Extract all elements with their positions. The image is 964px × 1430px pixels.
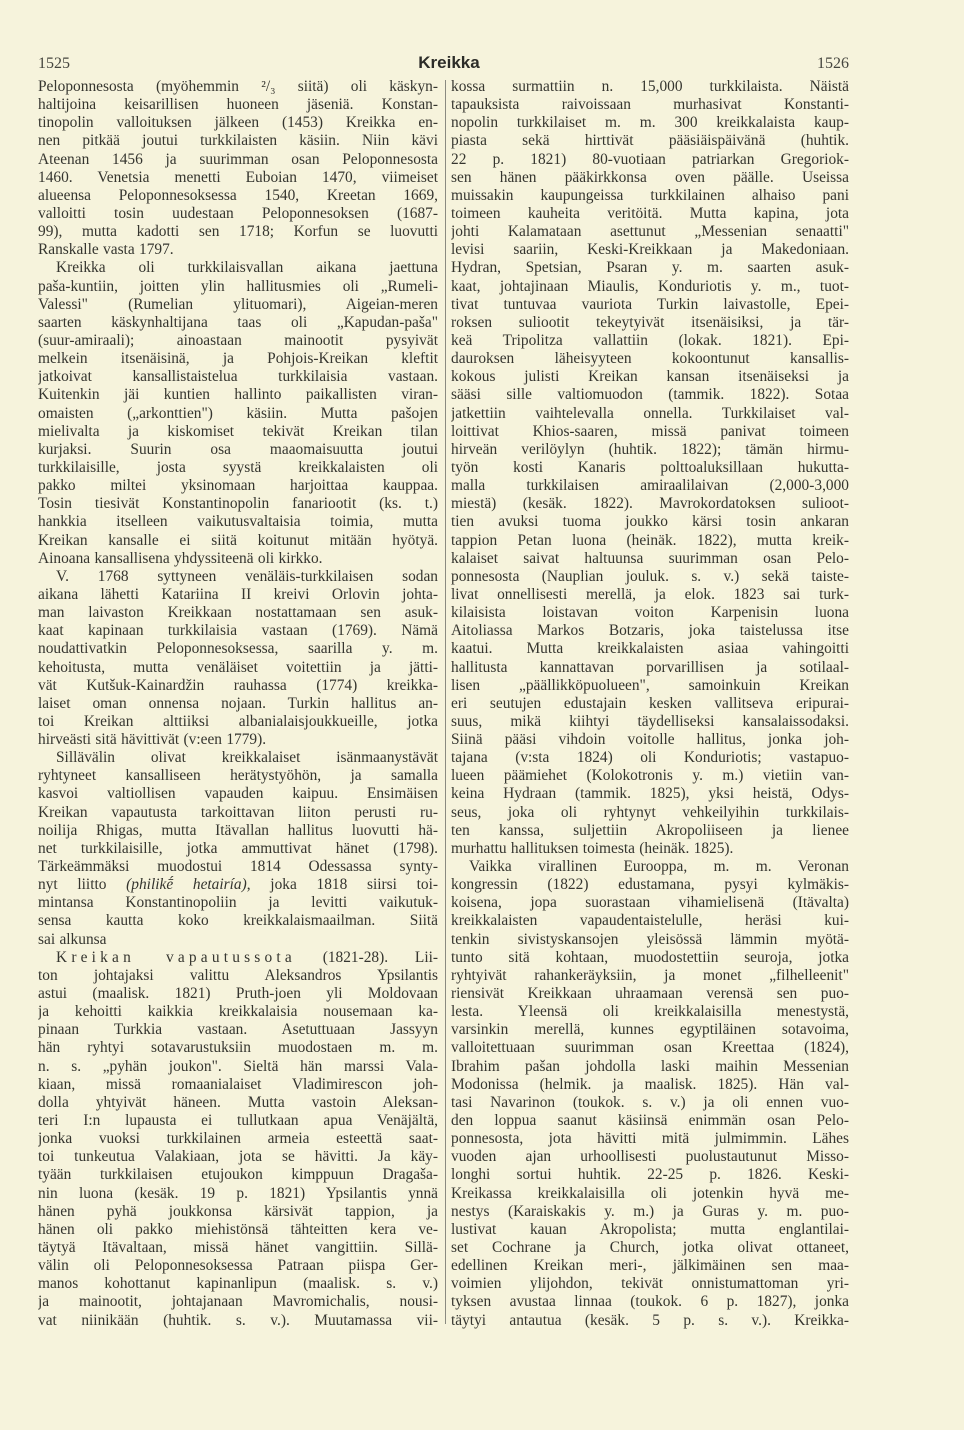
line-text: mintansa Konstantinopoliin ja levitti vaikutuk-: [38, 894, 438, 912]
line-text: miestä) (kesäk. 1822). Mavrokordatoksen sulioot-: [451, 495, 849, 513]
line-text: Tosin tiesivät Konstantinopolin fanariootit (ks. t.): [38, 495, 438, 513]
line-text: Peloponnesosta (myöhemmin ²/₃ siitä) oli käskyn-: [38, 78, 438, 95]
text-line: [38, 532, 438, 550]
text-line: [38, 622, 438, 640]
line-text: riensivät Kreikkaan uhraamaan verensä sen puo-: [451, 985, 849, 1003]
line-text: kokous julisti Kreikan kansan itsenäiseksi ja: [451, 368, 849, 386]
running-title: Kreikka: [418, 53, 480, 72]
line-text: murhattu hallituksen toimesta (heinäk. 1825).: [451, 839, 734, 857]
text-line: [451, 659, 849, 677]
line-text: välin oli Peloponnesoksessa Patraan piispa Ger-: [38, 1257, 438, 1275]
text-line: [451, 459, 849, 477]
line-text: edellinen Kreikan meri-, jälkimäinen sen maa-: [451, 1257, 849, 1275]
line-text: dolla yhtyivät häneen. Mutta vastoin Aleksan-: [38, 1093, 438, 1111]
text-line: [38, 731, 438, 749]
text-line: [451, 1203, 849, 1221]
line-text: kiaan, missä romaanialaiset Vladimirescon joh-: [38, 1075, 438, 1093]
text-line: [38, 78, 438, 96]
line-text: kongressin (1822) edustamana, pysyi kylmäkis-: [451, 876, 849, 894]
line-text: kaat, johtajinaan Miaulis, Konduriotis y. m., tuot-: [451, 277, 849, 295]
line-text: tinopolin valloituksen jälkeen (1453) Kreikka en-: [38, 114, 438, 132]
text-line: [451, 1221, 849, 1239]
line-text: teri I:n lupausta ei tullutkaan apua Venäjältä,: [38, 1112, 438, 1130]
text-line: [38, 1130, 438, 1148]
paragraph: [38, 78, 438, 259]
text-line: [38, 350, 438, 368]
text-line: [38, 205, 438, 223]
line-text: V. 1768 syttyneen venäläis-turkkilaisen sodan: [56, 567, 438, 585]
line-text: kalaiset saivat haltuunsa suurimman osan Pelo-: [451, 549, 849, 567]
line-text: haltijoina keisarillisen huoneen jäseniä. Konstan-: [38, 96, 438, 114]
line-text: tivat tuntuvaa vauriota Turkin laivastolle, Epei-: [451, 295, 849, 313]
text-line: [38, 876, 438, 894]
text-line: [451, 96, 849, 114]
line-text: Ibrahim pašan johdolla laski maihin Messenian: [451, 1057, 849, 1075]
text-line: [38, 405, 438, 423]
line-text: Ainoana kansallisena yhdyssiteenä oli kirkko.: [38, 549, 323, 567]
text-line: [451, 1130, 849, 1148]
text-line: [38, 223, 438, 241]
text-line: [451, 187, 849, 205]
text-line: [38, 241, 438, 259]
line-text: lueen päämiehet (Kolokotronis y. m.) vietiin van-: [451, 767, 849, 785]
text-line: [451, 1039, 849, 1057]
line-text: Sillävälin olivat kreikkalaiset isänmaanystävät: [56, 749, 438, 767]
line-text: Ateenan 1456 ja suurimman osan Peloponnesosta: [38, 150, 438, 168]
line-text: ponnesosta, jota hävitti mitä julmimmin. Lähes: [451, 1130, 849, 1148]
line-text: 22 p. 1821) 80-vuotiaan patriarkan Gregoriok-: [451, 150, 849, 168]
italic-term: (philikḗ hetairía): [126, 876, 247, 894]
line-text: sai alkunsa: [38, 930, 107, 948]
text-line: [451, 967, 849, 985]
line-text: toi tunkeutua Valakiaan, jota se hävitti. Ja käy-: [38, 1148, 438, 1166]
text-line: [38, 1185, 438, 1203]
text-line: [38, 1076, 438, 1094]
text-line: [38, 822, 438, 840]
line-text: seus, joka oli ryhtynyt vehkeilyihin turkkilais-: [451, 803, 849, 821]
line-text: longhi sortui huhtik. 22-25 p. 1826. Keski-: [451, 1166, 849, 1184]
text-line: [451, 858, 849, 876]
line-text: tien avuksi tuoma joukko kärsi tosin ankaran: [451, 513, 849, 531]
line-text: täytyä Itävaltaan, missä hänet vangittiin. Sillä-: [38, 1239, 438, 1256]
line-text: noudattivatkin Peloponnesoksessa, saarilla y. m.: [38, 640, 438, 658]
line-text: jonka vuoksi turkkilainen armeia esteettä saat-: [38, 1130, 438, 1148]
text-line: [451, 495, 849, 513]
text-line: [451, 405, 849, 423]
line-text: voimien ylijohdon, tekivät onnistumattoman yri-: [451, 1275, 849, 1293]
line-text: valloitti tosin uudestaan Peloponnesoksen (1687-: [38, 204, 438, 222]
line-text: hankkia itselleen vaikutusvaltaisia toimia, mutta: [38, 513, 438, 531]
text-line: [451, 205, 849, 223]
text-line: [38, 1039, 438, 1057]
text-line: [451, 1312, 849, 1330]
line-text: aikana lähetti Katariina II kreivi Orlovin johta-: [38, 585, 438, 603]
text-line: [451, 132, 849, 150]
text-line: [451, 931, 849, 949]
line-text: hän ryhtyi sotavarustuksiin muodostaen m. m.: [38, 1039, 438, 1057]
line-text: vät Kutšuk-Kainardžin rauhassa (1774) kreikka-: [38, 676, 438, 694]
text-line: [38, 858, 438, 876]
text-line: [38, 1021, 438, 1039]
text-line: [451, 278, 849, 296]
text-line: [38, 640, 438, 658]
line-text: kasvoi valtiollisen vapauden kaipuu. Ensimäisen: [38, 785, 438, 803]
text-line: [38, 1003, 438, 1021]
line-text: laiset oman onnensa nojaan. Turkin hallitus an-: [38, 694, 438, 712]
text-line: [451, 876, 849, 894]
text-line: [38, 1221, 438, 1239]
line-text: nen pitkää joutui turkkilaisten käsiin. Niin kävi: [38, 132, 438, 150]
line-text: kaat kapinaan turkkilaisia vastaan (1769). Nämä: [38, 622, 438, 640]
text-line: [451, 1293, 849, 1311]
line-text: man laivaston Kreikkaan nostattamaan sen asuk-: [38, 604, 438, 622]
line-text: vuoden ajan urhoollisesti puolustautunut Misso-: [451, 1148, 849, 1166]
text-line: [38, 840, 438, 858]
line-text: hallitusta kannattavan porvarillisen ja sotilaal-: [451, 658, 849, 676]
line-text: hänen pyhä joukkonsa kärsivät tappion, ja: [38, 1202, 438, 1220]
text-line: [451, 1094, 849, 1112]
line-text: varsinkin merellä, kunnes egyptiläinen sotavoima,: [451, 1021, 849, 1039]
line-text: keina Hydraan (tammik. 1825), yksi heistä, Odys-: [451, 785, 849, 803]
text-line: [38, 695, 438, 713]
line-text: toi Kreikan alttiiksi albanialaisjoukkueille, jotka: [38, 712, 438, 730]
text-line: [451, 350, 849, 368]
paragraph: [38, 949, 438, 1330]
text-line: [38, 169, 438, 187]
text-line: [451, 1166, 849, 1184]
text-line: [38, 441, 438, 459]
line-text: ryhtyivät rahankeräyksiin, ja monet „filhelleenit": [451, 966, 849, 984]
text-line: [38, 967, 438, 985]
text-line: [38, 1166, 438, 1184]
text-line: [451, 894, 849, 912]
line-text: paša-kuntiin, joitten ylin hallitusmies oli „Rumeli-: [38, 277, 438, 295]
line-text: jatkettiin vaihtelevalla onnella. Turkkilaiset val-: [451, 404, 849, 422]
text-line: [451, 169, 849, 187]
line-text: pinaan Turkkia vastaan. Asetuttuaan Jassyyn: [38, 1021, 438, 1039]
line-text: omaisten („arkonttien") käsiin. Mutta pašojen: [38, 404, 438, 422]
text-line: [451, 767, 849, 785]
text-line: [38, 278, 438, 296]
line-text: koisena, jopa suorastaan vihamielisenä (Itävalta): [451, 894, 849, 912]
text-line: [451, 386, 849, 404]
line-text: net turkkilaisille, jotka ammuttivat hänet (1798).: [38, 839, 438, 857]
line-text: lesta. Yleensä oli kreikkalaisilla menestystä,: [451, 1003, 849, 1021]
line-text: ryhtyneet kansalliseen herätystyöhön, ja samalla: [38, 767, 438, 785]
text-line: [38, 749, 438, 767]
line-text: valloitettuaan suurimman osan Kreettaa (1824),: [451, 1039, 849, 1057]
line-text: nestys (Karaiskakis y. m.) ja Guras y. m. puo-: [451, 1202, 849, 1220]
text-line: [451, 912, 849, 930]
line-text: Vaikka virallinen Eurooppa, m. m. Veronan: [469, 858, 849, 876]
text-line: [38, 1058, 438, 1076]
text-line: [451, 550, 849, 568]
text-line: [38, 550, 438, 568]
text-line: [38, 586, 438, 604]
line-text: levisi saariin, Keski-Kreikkaan ja Makedoniaan.: [451, 241, 849, 259]
page-number-right: 1526: [817, 55, 849, 72]
line-text: ja kehoitti kaikkia kreikkalaisia nousemaan ka-: [38, 1003, 438, 1021]
text-line: [451, 332, 849, 350]
text-line: [451, 1185, 849, 1203]
text-line: [451, 640, 849, 658]
text-line: [451, 1112, 849, 1130]
text-line: [451, 949, 849, 967]
text-line: [38, 114, 438, 132]
text-line: [38, 894, 438, 912]
text-line: [38, 659, 438, 677]
line-text: sääsi sille valtiomuodon (tammik. 1822). Sotaa: [451, 386, 849, 404]
column-divider: [445, 80, 446, 1324]
text-line: [451, 785, 849, 803]
text-line: [38, 151, 438, 169]
line-text: Kuitenkin jäi kuntien hallinto paikallisten viran-: [38, 386, 438, 404]
line-text: 99), mutta kadotti sen 1718; Korfun se luovutti: [38, 223, 438, 241]
line-text: livat onnellisesti merellä, ja elok. 1823 sai turk-: [451, 585, 849, 603]
line-text: (suur-amiraali); ainoastaan mainootit pysyivät: [38, 331, 438, 349]
line-text: tenkin sivistyskansojen yleisössä lämmin myötä-: [451, 930, 849, 948]
line-text: melkein itsenäisinä, ja Pohjois-Kreikan kleftit: [38, 350, 438, 368]
text-line: [38, 1257, 438, 1275]
text-line: [38, 804, 438, 822]
text-line: [451, 441, 849, 459]
text-line: [38, 513, 438, 531]
text-line: [451, 314, 849, 332]
text-line: [451, 532, 849, 550]
section-heading: Kreikan vapautussota: [56, 948, 296, 966]
line-text: Kreikassa kreikkalaisilla oli jotenkin hyvä me-: [451, 1184, 849, 1202]
line-text: den loppua saanut käsiinsä enimmän osan Pelo-: [451, 1112, 849, 1130]
text-line: [451, 822, 849, 840]
line-text: pakko miltei yksinomaan harjoittaa kauppaa.: [38, 477, 438, 495]
paragraph: [38, 259, 438, 567]
text-line: [451, 223, 849, 241]
line-text: ponnesosta (Nauplian jouluk. s. v.) sekä taiste-: [451, 567, 849, 585]
text-line: [451, 695, 849, 713]
line-text: lustivat kauan Akropolista; mutta englantilai-: [451, 1220, 849, 1238]
line-text: muissakin kaupungeissa turkkilainen alhaiso pani: [451, 186, 849, 204]
text-line: [38, 132, 438, 150]
text-line: [38, 314, 438, 332]
text-line: [451, 677, 849, 695]
line-text: kehoitusta, mutta venäläiset voitettiin ja jätti-: [38, 658, 438, 676]
text-line: [451, 840, 849, 858]
line-text: sensa kautta koko kreikkalaismaailman. Siitä: [38, 912, 438, 930]
text-line: [451, 1003, 849, 1021]
text-line: [38, 912, 438, 930]
text-line: [38, 368, 438, 386]
line-text: kurjaksi. Suurin osa maaomaisuutta joutui: [38, 440, 438, 458]
line-text: eri seutujen edustajain kesken vallitseva eripurai-: [451, 694, 849, 712]
line-text: Siinä pääsi vihdoin voitolle hallitus, jonka joh-: [451, 731, 849, 749]
line-text: dauroksen läheisyyteen kokoontunut kansallis-: [451, 350, 849, 368]
line-text: ton johtajaksi valittu Aleksandros Ypsilantis: [38, 966, 438, 984]
line-text: turkkilaisille, josta syystä kreikkalaisten oli: [38, 458, 438, 476]
text-line: [451, 1148, 849, 1166]
text-line: [38, 1312, 438, 1330]
line-text: tyksen avustaa linnaa (toukok. 6 p. 1827), jonka: [451, 1293, 849, 1311]
line-text: kossa surmattiin n. 15,000 turkkilaista. Näistä: [451, 78, 849, 95]
line-text: piasta sekä hirttivät pääsiäispäivänä (huhtik.: [451, 132, 849, 150]
text-line: [38, 423, 438, 441]
line-text: manos kohottanut kapinanlipun (maalisk. s. v.): [38, 1275, 438, 1293]
line-text: vat niinikään (huhtik. s. v.). Muutamassa vii-: [38, 1311, 438, 1329]
paragraph: [451, 78, 849, 858]
line-text: (1821-28). Lii-: [295, 948, 438, 966]
line-text: alueensa Peloponnesoksessa 1540, Kreetan 1669,: [38, 186, 438, 204]
line-text: nopolin turkkilaiset m. m. 300 kreikkalaista kaup-: [451, 114, 849, 132]
text-line: [38, 1148, 438, 1166]
text-line: [451, 423, 849, 441]
text-line: [38, 713, 438, 731]
line-text: hänen oli pakko miehistönsä tähteitten kera ve-: [38, 1220, 438, 1238]
text-line: [38, 495, 438, 513]
line-text: täytyi antautua (kesäk. 5 p. s. v.). Kreikka-: [451, 1311, 849, 1329]
text-line: [451, 586, 849, 604]
line-text: malla turkkilaisen amiraalilaivan (2,000-3,000: [451, 477, 849, 495]
line-text: set Cochrane ja Church, jotka olivat ottaneet,: [451, 1239, 849, 1256]
line-text: sen hänen pääkirkkonsa oven päälle. Useissa: [451, 168, 849, 186]
text-line: [451, 259, 849, 277]
text-line: [451, 1076, 849, 1094]
text-line: [38, 1293, 438, 1311]
paragraph: [38, 749, 438, 949]
text-line: [451, 1239, 849, 1257]
line-text: työn kosti Kanaris polttoaluksillaan hukutta-: [451, 458, 849, 476]
text-line: [451, 804, 849, 822]
text-line: [451, 368, 849, 386]
line-text: Kreikan kansalle ei siitä koitunut mitään hyötyä.: [38, 531, 438, 549]
line-text: tajana (v:sta 1824) oli Konduriotis; vastapuo-: [451, 749, 849, 767]
line-text: nin luona (kesäk. 19 p. 1821) Ypsilantis ynnä: [38, 1184, 438, 1202]
line-text: kilaisista loistavan voiton Karpenisin luona: [451, 604, 849, 622]
text-line: [451, 1275, 849, 1293]
text-line: [451, 749, 849, 767]
text-line: [451, 151, 849, 169]
text-line: [451, 241, 849, 259]
text-line: [38, 332, 438, 350]
line-text: tappion Petan luona (heinäk. 1822), mutta kreik-: [451, 531, 849, 549]
line-text: hirveän verilöylyn (huhtik. 1822); tämän hirmu-: [451, 440, 849, 458]
text-line: [451, 985, 849, 1003]
text-line: [451, 731, 849, 749]
text-line: [38, 296, 438, 314]
line-text: kaatui. Mutta kreikkalaisten asiaa vahingoitti: [451, 640, 849, 658]
text-line: [451, 477, 849, 495]
paragraph: [38, 568, 438, 749]
text-line: [451, 1021, 849, 1039]
page-number-left: 1525: [38, 55, 70, 72]
line-text: toimeen kauheita veritöitä. Mutta kapina, jota: [451, 204, 849, 222]
line-text: ja mainootit, johtajanaan Mavromichalis, nousi-: [38, 1293, 438, 1311]
text-line: [38, 677, 438, 695]
text-line: [451, 513, 849, 531]
paragraph: [451, 858, 849, 1330]
line-text: nyt liitto: [38, 876, 127, 894]
text-line: [451, 296, 849, 314]
line-text: n. s. „pyhän joukon". Sieltä hän marssi Vala-: [38, 1057, 438, 1075]
line-text: Kreikka oli turkkilaisvallan aikana jaettuna: [56, 259, 438, 277]
text-line: [451, 568, 849, 586]
line-text: 1460. Venetsia menetti Euboian 1470, viimeiset: [38, 168, 438, 186]
text-line: [38, 785, 438, 803]
line-text: suus, mikä kiihtyi täydelliseksi kansalaissodaksi.: [451, 712, 849, 730]
line-text: mielivalta ja kiskomiset tekivät Kreikan tilan: [38, 422, 438, 440]
text-line: [38, 259, 438, 277]
text-column-left: [38, 78, 438, 1330]
line-text: Tärkeämmäksi muodostui 1814 Odessassa synty-: [38, 858, 438, 876]
text-line: [38, 931, 438, 949]
text-line: [38, 949, 438, 967]
text-line: [451, 604, 849, 622]
line-text: Aitoliassa Markos Botzaris, joka taistelussa itse: [451, 622, 849, 640]
line-text: jatkoivat kansallistaistelua turkkilaisia vastaan.: [38, 368, 438, 386]
text-line: [451, 1058, 849, 1076]
text-line: [38, 985, 438, 1003]
line-text: hirveästi sitä hävittivät (v:een 1779).: [38, 731, 267, 749]
text-line: [38, 96, 438, 114]
text-line: [38, 477, 438, 495]
line-text: tasi Navarinon (toukok. s. v.) ja oli ennen vuo-: [451, 1093, 849, 1111]
line-text: noilija Rhigas, mutta Itävallan hallitus luovutti hä-: [38, 821, 438, 839]
text-line: [38, 1112, 438, 1130]
line-text: Kreikan vapautusta tarkoittavan liiton perusti ru-: [38, 803, 438, 821]
line-text: astui (maalisk. 1821) Pruth-joen yli Moldovaan: [38, 985, 438, 1003]
text-line: [38, 459, 438, 477]
line-text: johti Kalamataan asettunut „Messenian senaatti": [451, 223, 849, 241]
text-line: [38, 1275, 438, 1293]
text-line: [451, 78, 849, 96]
text-column-right: [451, 78, 849, 1330]
text-line: [451, 622, 849, 640]
text-line: [451, 114, 849, 132]
line-text: tunto sitä kohtaan, muodostettiin seuroja, jotka: [451, 948, 849, 966]
line-text: saarten käskynhaltijana taas oli „Kapudan-paša": [38, 313, 438, 331]
text-line: [38, 1203, 438, 1221]
line-text: Valessi" (Rumelian ylituomari), Aigeian-meren: [38, 295, 438, 313]
line-text: roksen suliootit tekeytyivät itsenäisiksi, ja tär-: [451, 313, 849, 331]
text-line: [451, 1257, 849, 1275]
line-text: Hydran, Spetsian, Psaran y. m. saarten asuk-: [451, 259, 849, 277]
line-text: loittivat Khios-saaren, missä panivat toimeen: [451, 422, 849, 440]
text-line: [38, 386, 438, 404]
text-line: [38, 1239, 438, 1257]
line-text: kreikkalaisten vapaudentaistelulle, heräsi kui-: [451, 912, 849, 930]
text-line: [38, 568, 438, 586]
line-text: Ranskalle vasta 1797.: [38, 241, 174, 259]
line-text: keä Tripolitza vallattiin (lokak. 1821). Epi-: [451, 331, 849, 349]
text-line: [451, 713, 849, 731]
line-text: lisen „päällikköpuolueen", samoinkuin Kreikan: [451, 676, 849, 694]
line-text: ten kanssa, suljettiin Akropoliiseen ja lienee: [451, 821, 849, 839]
line-text: Modonissa (helmik. ja maalisk. 1825). Hän val-: [451, 1075, 849, 1093]
text-line: [38, 1094, 438, 1112]
line-text: tyään turkkilaisen etujoukon kimppuun Dragaša-: [38, 1166, 438, 1184]
line-text: , joka 1818 siirsi toi-: [246, 876, 438, 894]
line-text: tapauksista raivoissaan murhasivat Konstanti-: [451, 96, 849, 114]
text-line: [38, 187, 438, 205]
text-line: [38, 604, 438, 622]
text-line: [38, 767, 438, 785]
